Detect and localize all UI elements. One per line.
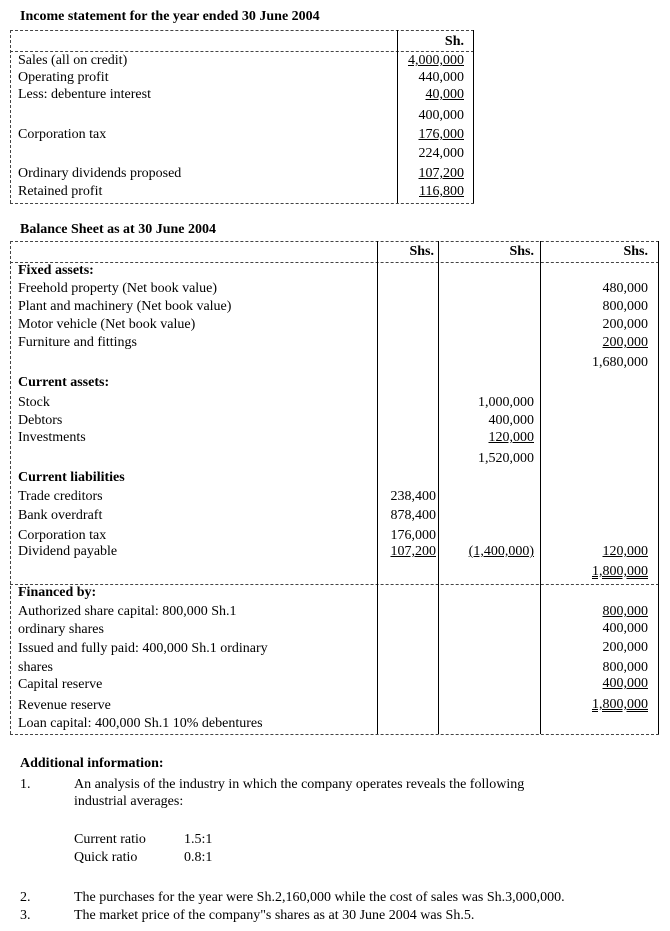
ratio-label: Quick ratio bbox=[74, 850, 138, 865]
additional-item-text: industrial averages: bbox=[74, 794, 184, 809]
current-asset-value: 120,000 bbox=[488, 430, 534, 445]
additional-item-text: The market price of the company"s shares as at 30 June 2004 was Sh.5. bbox=[74, 908, 475, 923]
liability-value: 238,400 bbox=[390, 489, 436, 504]
financed-authorized-line1: Authorized share capital: 800,000 Sh.1 bbox=[18, 604, 237, 619]
fixed-asset-label: Furniture and fittings bbox=[18, 335, 137, 350]
income-row-value: 176,000 bbox=[418, 127, 464, 142]
current-liabilities-total: (1,400,000) bbox=[468, 544, 534, 559]
balance-col-header-3: Shs. bbox=[623, 244, 648, 259]
additional-info-heading: Additional information: bbox=[20, 756, 164, 771]
income-row-value: 224,000 bbox=[418, 146, 464, 161]
income-row-value: 116,800 bbox=[419, 184, 464, 199]
financed-issued-line1: Issued and fully paid: 400,000 Sh.1 ordinary bbox=[18, 641, 268, 656]
current-asset-label: Debtors bbox=[18, 413, 63, 428]
financed-loan-capital: Loan capital: 400,000 Sh.1 10% debentures bbox=[18, 716, 263, 731]
income-row-label: Ordinary dividends proposed bbox=[18, 166, 182, 181]
income-row-value: 4,000,000 bbox=[408, 53, 464, 68]
fixed-asset-value: 200,000 bbox=[602, 317, 648, 332]
income-row-label: Sales (all on credit) bbox=[18, 53, 128, 68]
financed-issued-line2: shares bbox=[18, 660, 53, 675]
balance-sheet-title: Balance Sheet as at 30 June 2004 bbox=[20, 222, 216, 237]
balance-col-header-1: Shs. bbox=[409, 244, 434, 259]
income-row-label: Operating profit bbox=[18, 70, 109, 85]
income-row-value: 40,000 bbox=[425, 87, 464, 102]
income-row-label: Retained profit bbox=[18, 184, 103, 199]
financed-capital-reserve: Capital reserve bbox=[18, 677, 103, 692]
income-row-value: 107,200 bbox=[418, 166, 464, 181]
financed-value: 800,000 bbox=[602, 604, 648, 619]
current-liabilities-heading: Current liabilities bbox=[18, 470, 125, 485]
current-assets-heading: Current assets: bbox=[18, 375, 110, 390]
ratio-label: Current ratio bbox=[74, 832, 146, 847]
fixed-asset-label: Plant and machinery (Net book value) bbox=[18, 299, 232, 314]
fixed-asset-label: Motor vehicle (Net book value) bbox=[18, 317, 196, 332]
fixed-asset-label: Freehold property (Net book value) bbox=[18, 281, 218, 296]
fixed-assets-heading: Fixed assets: bbox=[18, 263, 94, 278]
income-row-value: 440,000 bbox=[418, 70, 464, 85]
ratio-value: 1.5:1 bbox=[184, 832, 213, 847]
financed-value: 400,000 bbox=[602, 621, 648, 636]
additional-item-text: An analysis of the industry in which the company operates reveals the following bbox=[74, 777, 525, 792]
fixed-assets-total: 1,680,000 bbox=[592, 355, 648, 370]
financed-by-heading: Financed by: bbox=[18, 585, 97, 600]
liability-label: Dividend payable bbox=[18, 544, 118, 559]
income-statement-title: Income statement for the year ended 30 June 2004 bbox=[20, 9, 320, 24]
current-assets-total: 1,520,000 bbox=[478, 451, 534, 466]
financed-authorized-line2: ordinary shares bbox=[18, 622, 104, 637]
financed-value: 800,000 bbox=[602, 660, 648, 675]
income-row-label: Corporation tax bbox=[18, 127, 107, 142]
financed-revenue-reserve: Revenue reserve bbox=[18, 698, 111, 713]
balance-grand-total: 1,800,000 bbox=[592, 564, 648, 579]
financed-value: 400,000 bbox=[602, 676, 648, 691]
financed-total: 1,800,000 bbox=[592, 697, 648, 712]
ratio-value: 0.8:1 bbox=[184, 850, 213, 865]
financed-value: 200,000 bbox=[602, 640, 648, 655]
fixed-asset-value: 800,000 bbox=[602, 299, 648, 314]
income-row-value: 400,000 bbox=[418, 108, 464, 123]
income-col-header: Sh. bbox=[444, 34, 464, 49]
liability-label: Bank overdraft bbox=[18, 508, 103, 523]
additional-item-number: 3. bbox=[20, 908, 31, 923]
liability-value: 107,200 bbox=[390, 544, 436, 559]
additional-item-text: The purchases for the year were Sh.2,160,000 while the cost of sales was Sh.3,000,000. bbox=[74, 890, 565, 905]
additional-item-number: 2. bbox=[20, 890, 31, 905]
balance-col-header-2: Shs. bbox=[509, 244, 534, 259]
net-current-assets: 120,000 bbox=[602, 544, 648, 559]
fixed-asset-value: 480,000 bbox=[602, 281, 648, 296]
liability-value: 878,400 bbox=[390, 508, 436, 523]
current-asset-label: Investments bbox=[18, 430, 86, 445]
current-asset-value: 1,000,000 bbox=[478, 395, 534, 410]
liability-value: 176,000 bbox=[390, 528, 436, 543]
current-asset-value: 400,000 bbox=[488, 413, 534, 428]
income-row-label: Less: debenture interest bbox=[18, 87, 151, 102]
liability-label: Trade creditors bbox=[18, 489, 103, 504]
liability-label: Corporation tax bbox=[18, 528, 107, 543]
fixed-asset-value: 200,000 bbox=[602, 335, 648, 350]
current-asset-label: Stock bbox=[18, 395, 50, 410]
additional-item-number: 1. bbox=[20, 777, 31, 792]
